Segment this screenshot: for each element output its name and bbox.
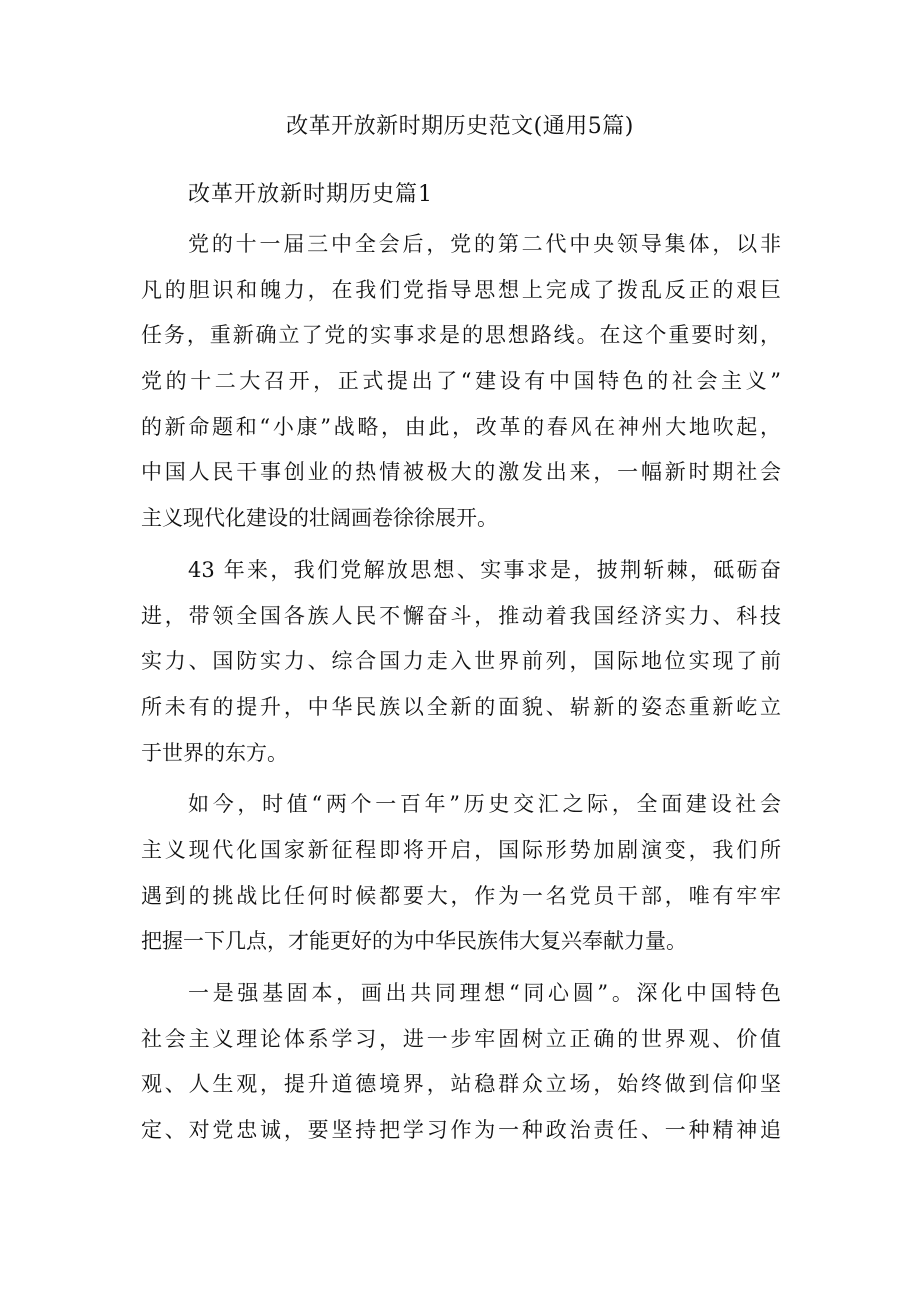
document-title: 改革开放新时期历史范文(通用5篇)	[286, 114, 634, 139]
text-line: 实力、国防实力、综合国力走入世界前列，国际地位实现了前	[141, 649, 781, 674]
paragraph	[141, 222, 781, 542]
text-line: 如今，时值“两个一百年”历史交汇之际，全面建设社会	[188, 792, 781, 817]
text-line: 社会主义理论体系学习，进一步牢固树立正确的世界观、价值	[141, 1026, 781, 1051]
text-line: 把握一下几点，才能更好的为中华民族伟大复兴奉献力量。	[141, 929, 687, 954]
paragraph	[141, 548, 781, 776]
text-line: 43 年来，我们党解放思想、实事求是，披荆斩棘，砥砺奋	[188, 557, 781, 582]
text-line: 党的十二大召开，正式提出了“建设有中国特色的社会主义”	[141, 369, 781, 394]
text-line: 所未有的提升，中华民族以全新的面貌、崭新的姿态重新屹立	[141, 694, 781, 719]
text-line: 观、人生观，提升道德境界，站稳群众立场，始终做到信仰坚	[141, 1072, 781, 1097]
section-heading: 改革开放新时期历史篇1	[188, 182, 433, 207]
text-line: 党的十一届三中全会后，党的第二代中央领导集体，以非	[188, 232, 781, 256]
text-line: 于世界的东方。	[141, 740, 288, 765]
text-line: 遇到的挑战比任何时候都要大，作为一名党员干部，唯有牢牢	[141, 883, 781, 908]
paragraph	[141, 782, 781, 965]
text-line: 主义现代化建设的壮阔画卷徐徐展开。	[141, 506, 498, 531]
text-line: 进，带领全国各族人民不懈奋斗，推动着我国经济实力、科技	[141, 603, 781, 628]
text-line: 凡的胆识和魄力，在我们党指导思想上完成了拨乱反正的艰巨	[141, 277, 781, 302]
text-line: 中国人民干事创业的热情被极大的激发出来，一幅新时期社会	[141, 460, 781, 485]
text-line: 任务，重新确立了党的实事求是的思想路线。在这个重要时刻，	[141, 323, 781, 348]
paragraph	[141, 971, 781, 1154]
text-line: 主义现代化国家新征程即将开启，国际形势加剧演变，我们所	[141, 837, 781, 862]
text-line: 一是强基固本，画出共同理想“同心圆”。深化中国特色	[188, 981, 781, 1005]
text-line: 的新命题和“小康”战略，由此，改革的春风在神州大地吹起，	[141, 414, 781, 439]
text-line: 定、对党忠诚，要坚持把学习作为一种政治责任、一种精神追	[141, 1118, 781, 1143]
document-body	[141, 222, 781, 1160]
